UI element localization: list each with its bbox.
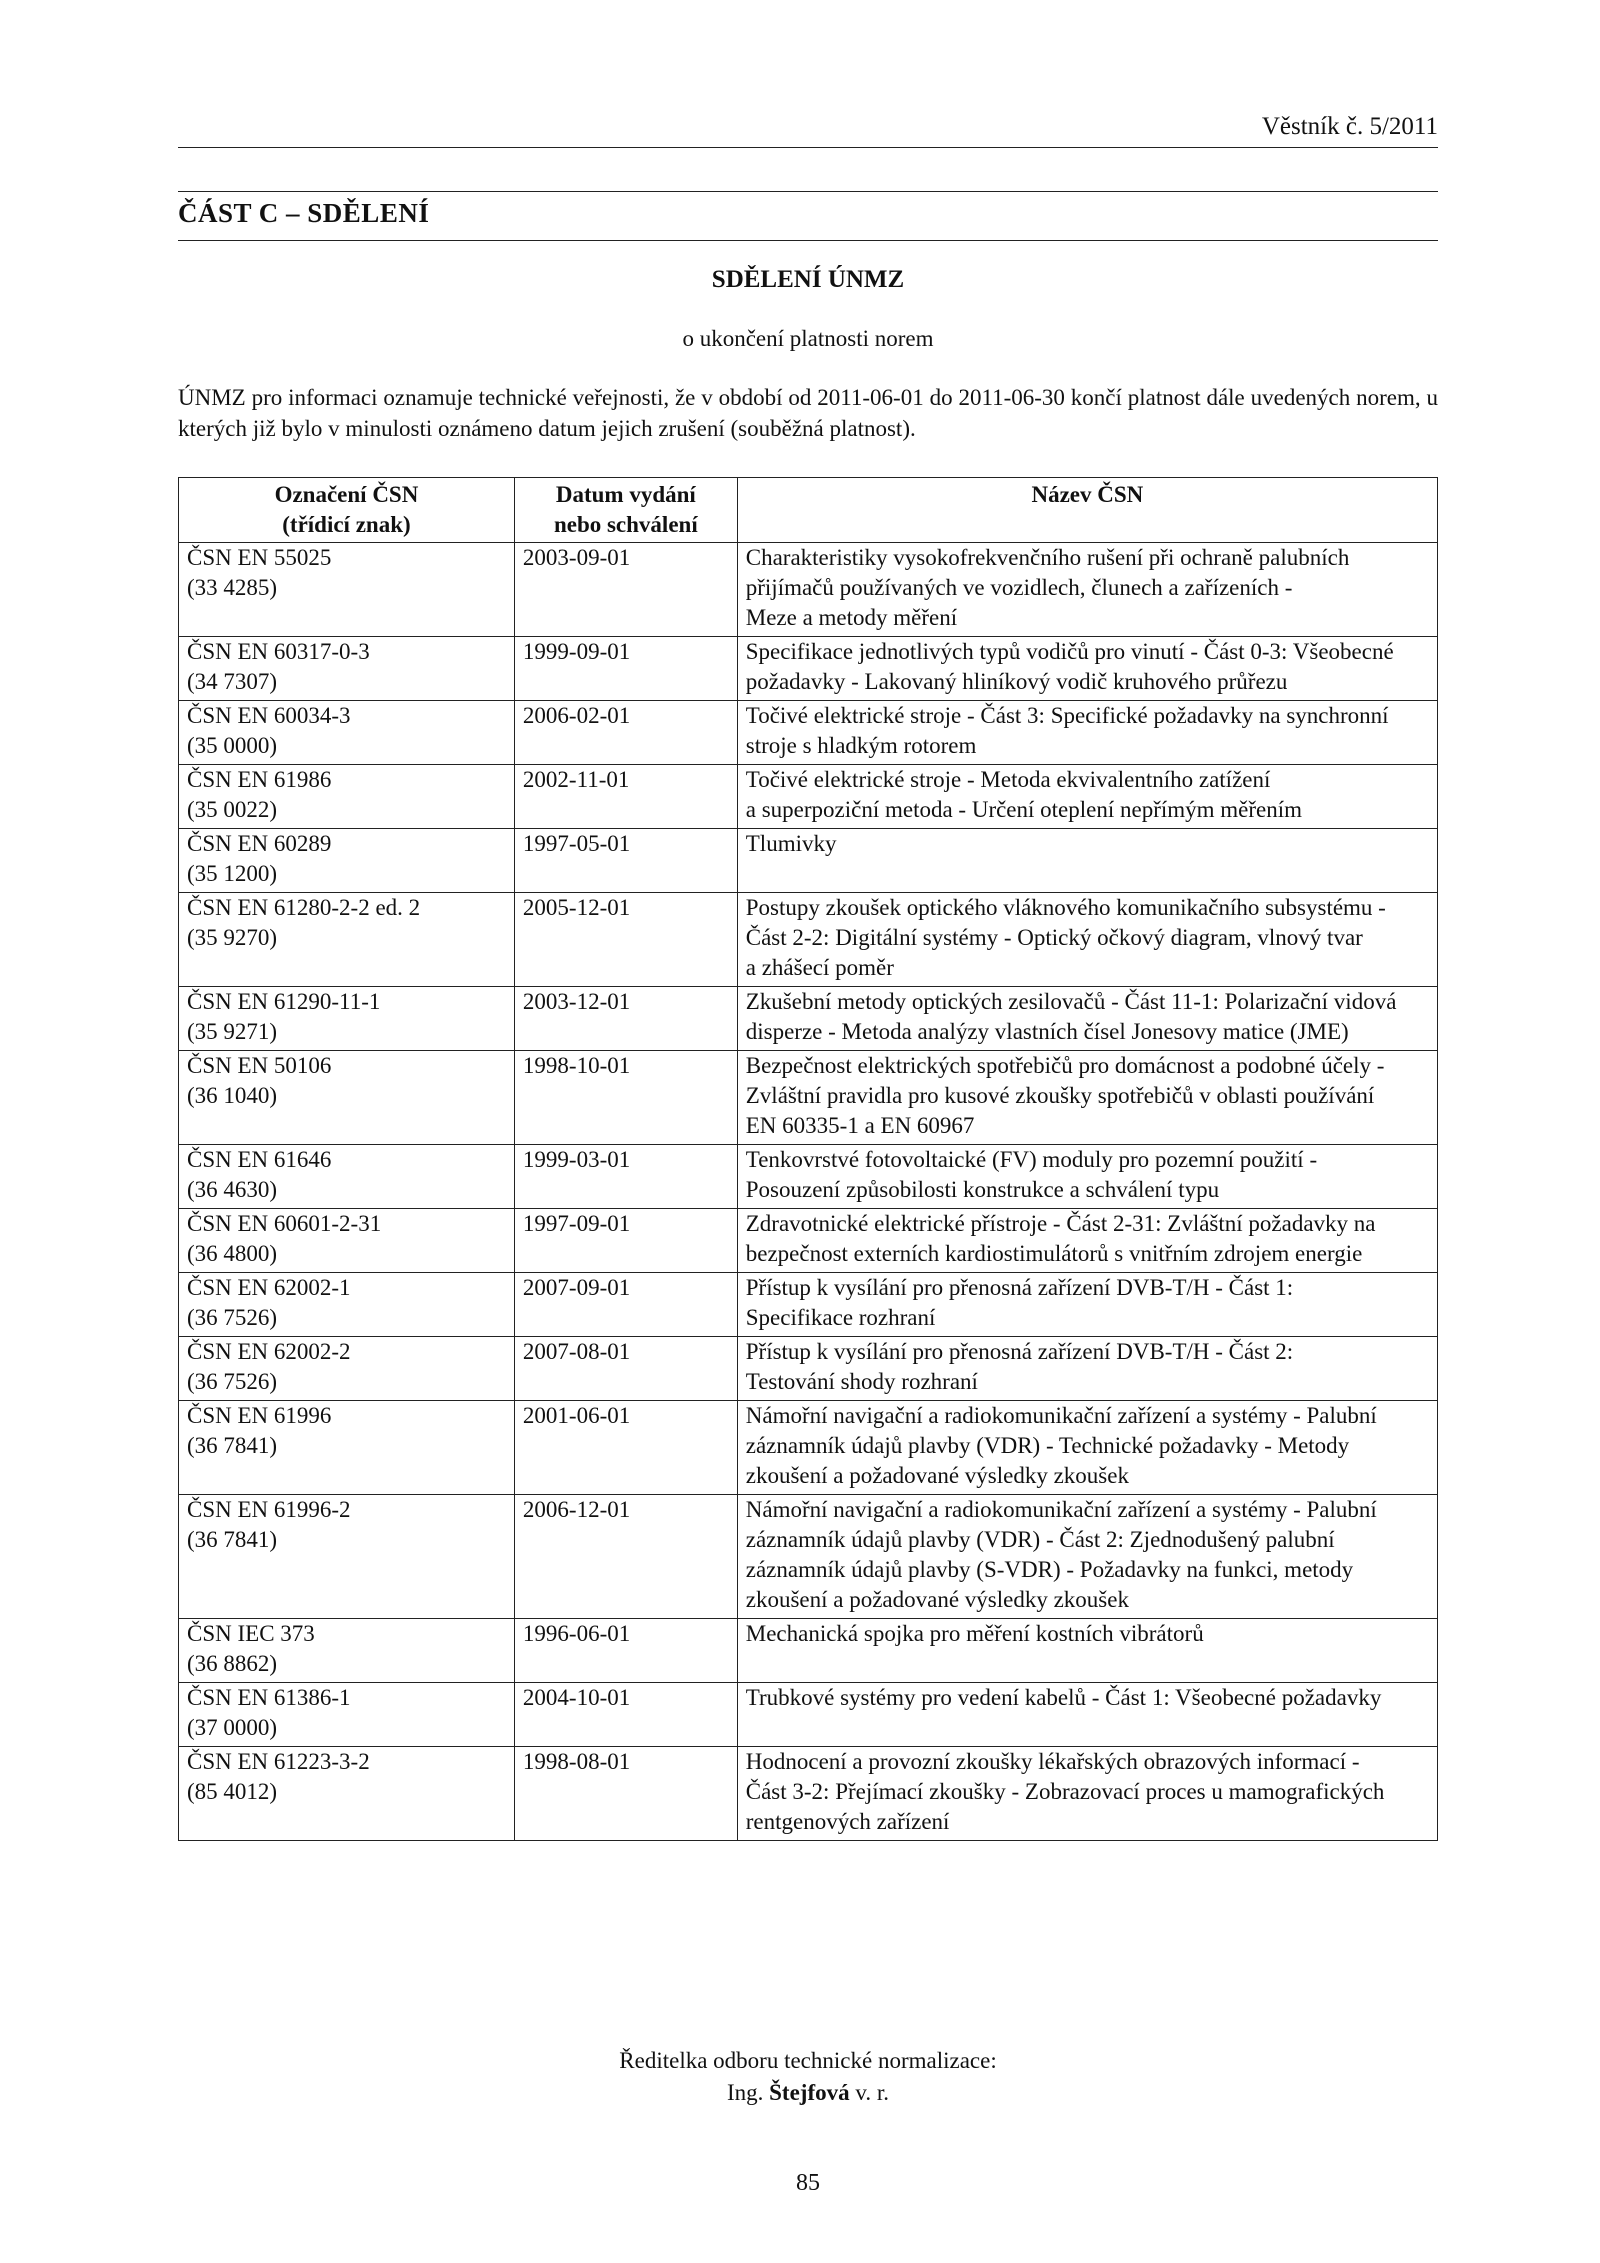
table-row: [179, 829, 1438, 893]
norm-name-line: Bezpečnost elektrických spotřebičů pro domácnost a podobné účely -: [745, 1053, 1385, 1078]
norm-name-line: zkoušení a požadované výsledky zkoušek: [745, 1587, 1129, 1612]
norm-class: (36 7841): [187, 1527, 278, 1552]
table-row: [179, 1683, 1438, 1747]
signature-name-line: [178, 2077, 1438, 2109]
date-cell: 2006-02-01: [514, 701, 737, 765]
signature-title: Ředitelka odboru technické normalizace:: [619, 2048, 997, 2073]
name-cell: [737, 701, 1437, 765]
norm-class: (36 7841): [187, 1433, 278, 1458]
table-row: [179, 893, 1438, 987]
designation-cell: [179, 1747, 515, 1841]
norm-class: (36 1040): [187, 1083, 278, 1108]
date-cell: 2007-08-01: [514, 1337, 737, 1401]
name-cell: [737, 1495, 1437, 1619]
norm-code: ČSN EN 61290-11-1: [187, 989, 381, 1014]
name-cell: [737, 765, 1437, 829]
norm-name-line: zkoušení a požadované výsledky zkoušek: [745, 1463, 1129, 1488]
norm-name-line: disperze - Metoda analýzy vlastních čísel Jonesovy matice (JME): [745, 1019, 1349, 1044]
header-date-line1: Datum vydání: [555, 482, 696, 507]
norm-code: ČSN EN 61996-2: [187, 1497, 351, 1522]
date-cell: 1998-10-01: [514, 1051, 737, 1145]
designation-cell: [179, 543, 515, 637]
norm-name-line: Specifikace rozhraní: [745, 1305, 936, 1330]
table-row: [179, 1401, 1438, 1495]
journal-header: Věstník č. 5/2011: [1261, 113, 1438, 140]
norm-name-line: Námořní navigační a radiokomunikační zařízení a systémy - Palubní: [745, 1403, 1377, 1428]
date-cell: 2001-06-01: [514, 1401, 737, 1495]
signature-prefix: Ing.: [726, 2080, 764, 2105]
designation-cell: [179, 1495, 515, 1619]
signature-name: Štejfová: [769, 2080, 850, 2105]
name-cell: [737, 1337, 1437, 1401]
designation-cell: [179, 829, 515, 893]
norm-name-line: Přístup k vysílání pro přenosná zařízení DVB-T/H - Část 1:: [745, 1275, 1294, 1300]
norm-class: (33 4285): [187, 575, 278, 600]
norm-class: (35 1200): [187, 861, 278, 886]
date-cell: 2003-09-01: [514, 543, 737, 637]
designation-cell: [179, 1051, 515, 1145]
designation-cell: [179, 765, 515, 829]
date-cell: 2004-10-01: [514, 1683, 737, 1747]
norm-name-line: a superpoziční metoda - Určení oteplení nepřímým měřením: [745, 797, 1303, 822]
date-cell: 2003-12-01: [514, 987, 737, 1051]
table-header-row: [179, 478, 1438, 543]
norm-code: ČSN EN 62002-2: [187, 1339, 351, 1364]
designation-cell: [179, 1145, 515, 1209]
norm-name-line: Meze a metody měření: [745, 605, 958, 630]
header-date: [514, 478, 737, 543]
header-designation-line2: (třídicí znak): [282, 512, 411, 537]
date-cell: 1998-08-01: [514, 1747, 737, 1841]
norm-name-line: přijímačů používaných ve vozidlech, člunech a zařízeních -: [745, 575, 1293, 600]
date-cell: 2006-12-01: [514, 1495, 737, 1619]
signature-suffix: v. r.: [855, 2080, 890, 2105]
norm-class: (34 7307): [187, 669, 278, 694]
norm-name-line: Hodnocení a provozní zkoušky lékařských obrazových informací -: [745, 1749, 1360, 1774]
table-row: [179, 1337, 1438, 1401]
norm-code: ČSN EN 55025: [187, 545, 332, 570]
date-cell: 1996-06-01: [514, 1619, 737, 1683]
norm-code: ČSN EN 60601-2-31: [187, 1211, 382, 1236]
name-cell: [737, 893, 1437, 987]
norm-code: ČSN EN 62002-1: [187, 1275, 351, 1300]
norm-name-line: Testování shody rozhraní: [745, 1369, 978, 1394]
norm-name-line: požadavky - Lakovaný hliníkový vodič kruhového průřezu: [745, 669, 1288, 694]
table-row: [179, 1747, 1438, 1841]
table-row: [179, 1145, 1438, 1209]
norm-name-line: Část 3-2: Přejímací zkoušky - Zobrazovací proces u mamografických: [745, 1779, 1385, 1804]
date-cell: 2005-12-01: [514, 893, 737, 987]
header-designation-line1: Označení ČSN: [274, 482, 419, 507]
table-row: [179, 701, 1438, 765]
designation-cell: [179, 1401, 515, 1495]
norm-name-line: Tlumivky: [745, 831, 837, 856]
designation-cell: [179, 1683, 515, 1747]
norm-class: (36 4800): [187, 1241, 278, 1266]
norm-name-line: Točivé elektrické stroje - Metoda ekvivalentního zatížení: [745, 767, 1271, 792]
date-cell: 1997-05-01: [514, 829, 737, 893]
norm-class: (35 9271): [187, 1019, 278, 1044]
designation-cell: [179, 1337, 515, 1401]
table-row: [179, 1051, 1438, 1145]
name-cell: [737, 1747, 1437, 1841]
norm-class: (37 0000): [187, 1715, 278, 1740]
date-cell: 1997-09-01: [514, 1209, 737, 1273]
norm-name-line: záznamník údajů plavby (S-VDR) - Požadavky na funkci, metody: [745, 1557, 1354, 1582]
table-body: [179, 543, 1438, 1841]
norm-name-line: Specifikace jednotlivých typů vodičů pro vinutí - Část 0-3: Všeobecné: [745, 639, 1394, 664]
norms-table: [178, 477, 1438, 1841]
header-date-line2: nebo schválení: [553, 512, 698, 537]
norm-class: (35 0000): [187, 733, 278, 758]
norm-class: (36 4630): [187, 1177, 278, 1202]
notice-title: SDĚLENÍ ÚNMZ: [711, 266, 905, 293]
notice-intro: ÚNMZ pro informaci oznamuje technické veřejnosti, že v období od 2011-06-01 do 2011-06-30 končí platnost dále uvedených norem, u kterých již bylo v minulosti oznámeno datum jejich zrušení (souběžná platnost).: [178, 385, 1438, 441]
designation-cell: [179, 637, 515, 701]
norm-class: (36 7526): [187, 1369, 278, 1394]
norm-name-line: Točivé elektrické stroje - Část 3: Specifické požadavky na synchronní: [745, 703, 1389, 728]
table-row: [179, 543, 1438, 637]
norm-code: ČSN EN 61280-2-2 ed. 2: [187, 895, 421, 920]
name-cell: [737, 1209, 1437, 1273]
designation-cell: [179, 701, 515, 765]
page-number: 85: [796, 2170, 820, 2196]
table-row: [179, 637, 1438, 701]
norm-class: (35 0022): [187, 797, 278, 822]
norm-class: (36 8862): [187, 1651, 278, 1676]
norm-code: ČSN EN 60289: [187, 831, 332, 856]
date-cell: 1999-09-01: [514, 637, 737, 701]
norm-name-line: Část 2-2: Digitální systémy - Optický očkový diagram, vlnový tvar: [745, 925, 1363, 950]
header-designation: [179, 478, 515, 543]
norm-name-line: Tenkovrstvé fotovoltaické (FV) moduly pro pozemní použití -: [745, 1147, 1318, 1172]
name-cell: [737, 829, 1437, 893]
norm-class: (85 4012): [187, 1779, 278, 1804]
table-row: [179, 1495, 1438, 1619]
norm-code: ČSN IEC 373: [187, 1621, 315, 1646]
name-cell: [737, 1273, 1437, 1337]
section-title: ČÁST C – SDĚLENÍ: [178, 198, 430, 228]
table-row: [179, 765, 1438, 829]
norm-name-line: Trubkové systémy pro vedení kabelů - Část 1: Všeobecné požadavky: [745, 1685, 1382, 1710]
norm-name-line: Charakteristiky vysokofrekvenčního rušení při ochraně palubních: [745, 545, 1350, 570]
table-row: [179, 1619, 1438, 1683]
norm-code: ČSN EN 61986: [187, 767, 332, 792]
designation-cell: [179, 1273, 515, 1337]
norm-name-line: Postupy zkoušek optického vláknového komunikačního subsystému -: [745, 895, 1386, 920]
name-cell: [737, 1051, 1437, 1145]
norm-code: ČSN EN 50106: [187, 1053, 332, 1078]
norm-name-line: záznamník údajů plavby (VDR) - Technické požadavky - Metody: [745, 1433, 1350, 1458]
norm-name-line: záznamník údajů plavby (VDR) - Část 2: Zjednodušený palubní: [745, 1527, 1335, 1552]
table-row: [179, 1209, 1438, 1273]
date-cell: 1999-03-01: [514, 1145, 737, 1209]
name-cell: [737, 1619, 1437, 1683]
norm-name-line: Přístup k vysílání pro přenosná zařízení DVB-T/H - Část 2:: [745, 1339, 1294, 1364]
norm-code: ČSN EN 61223-3-2: [187, 1749, 370, 1774]
norm-class: (35 9270): [187, 925, 278, 950]
signature-block: [178, 2045, 1438, 2109]
norm-name-line: bezpečnost externích kardiostimulátorů s vnitřním zdrojem energie: [745, 1241, 1363, 1266]
norm-name-line: Mechanická spojka pro měření kostních vibrátorů: [745, 1621, 1204, 1646]
name-cell: [737, 987, 1437, 1051]
norm-code: ČSN EN 60317-0-3: [187, 639, 370, 664]
norm-name-line: stroje s hladkým rotorem: [745, 733, 977, 758]
table-row: [179, 1273, 1438, 1337]
norm-name-line: Zvláštní pravidla pro kusové zkoušky spotřebičů v oblasti používání: [745, 1083, 1375, 1108]
date-cell: 2002-11-01: [514, 765, 737, 829]
table-row: [179, 987, 1438, 1051]
norm-name-line: Námořní navigační a radiokomunikační zařízení a systémy - Palubní: [745, 1497, 1377, 1522]
norm-name-line: EN 60335-1 a EN 60967: [745, 1113, 975, 1138]
norm-name-line: rentgenových zařízení: [745, 1809, 950, 1834]
norm-code: ČSN EN 61996: [187, 1403, 332, 1428]
section-rule-top: [178, 191, 1438, 192]
designation-cell: [179, 893, 515, 987]
name-cell: [737, 1401, 1437, 1495]
name-cell: [737, 1145, 1437, 1209]
norm-class: (36 7526): [187, 1305, 278, 1330]
notice-subtitle: o ukončení platnosti norem: [682, 326, 934, 351]
name-cell: [737, 543, 1437, 637]
norm-code: ČSN EN 61646: [187, 1147, 332, 1172]
norm-code: ČSN EN 61386-1: [187, 1685, 351, 1710]
date-cell: 2007-09-01: [514, 1273, 737, 1337]
name-cell: [737, 1683, 1437, 1747]
norm-code: ČSN EN 60034-3: [187, 703, 351, 728]
norm-name-line: a zhášecí poměr: [745, 955, 894, 980]
designation-cell: [179, 1209, 515, 1273]
header-name: Název ČSN: [737, 478, 1437, 543]
header-rule: [178, 147, 1438, 148]
designation-cell: [179, 1619, 515, 1683]
norm-name-line: Posouzení způsobilosti konstrukce a schválení typu: [745, 1177, 1220, 1202]
section-rule-bottom: [178, 240, 1438, 241]
name-cell: [737, 637, 1437, 701]
designation-cell: [179, 987, 515, 1051]
norm-name-line: Zdravotnické elektrické přístroje - Část 2-31: Zvláštní požadavky na: [745, 1211, 1376, 1236]
norm-name-line: Zkušební metody optických zesilovačů - Část 11-1: Polarizační vidová: [745, 989, 1397, 1014]
